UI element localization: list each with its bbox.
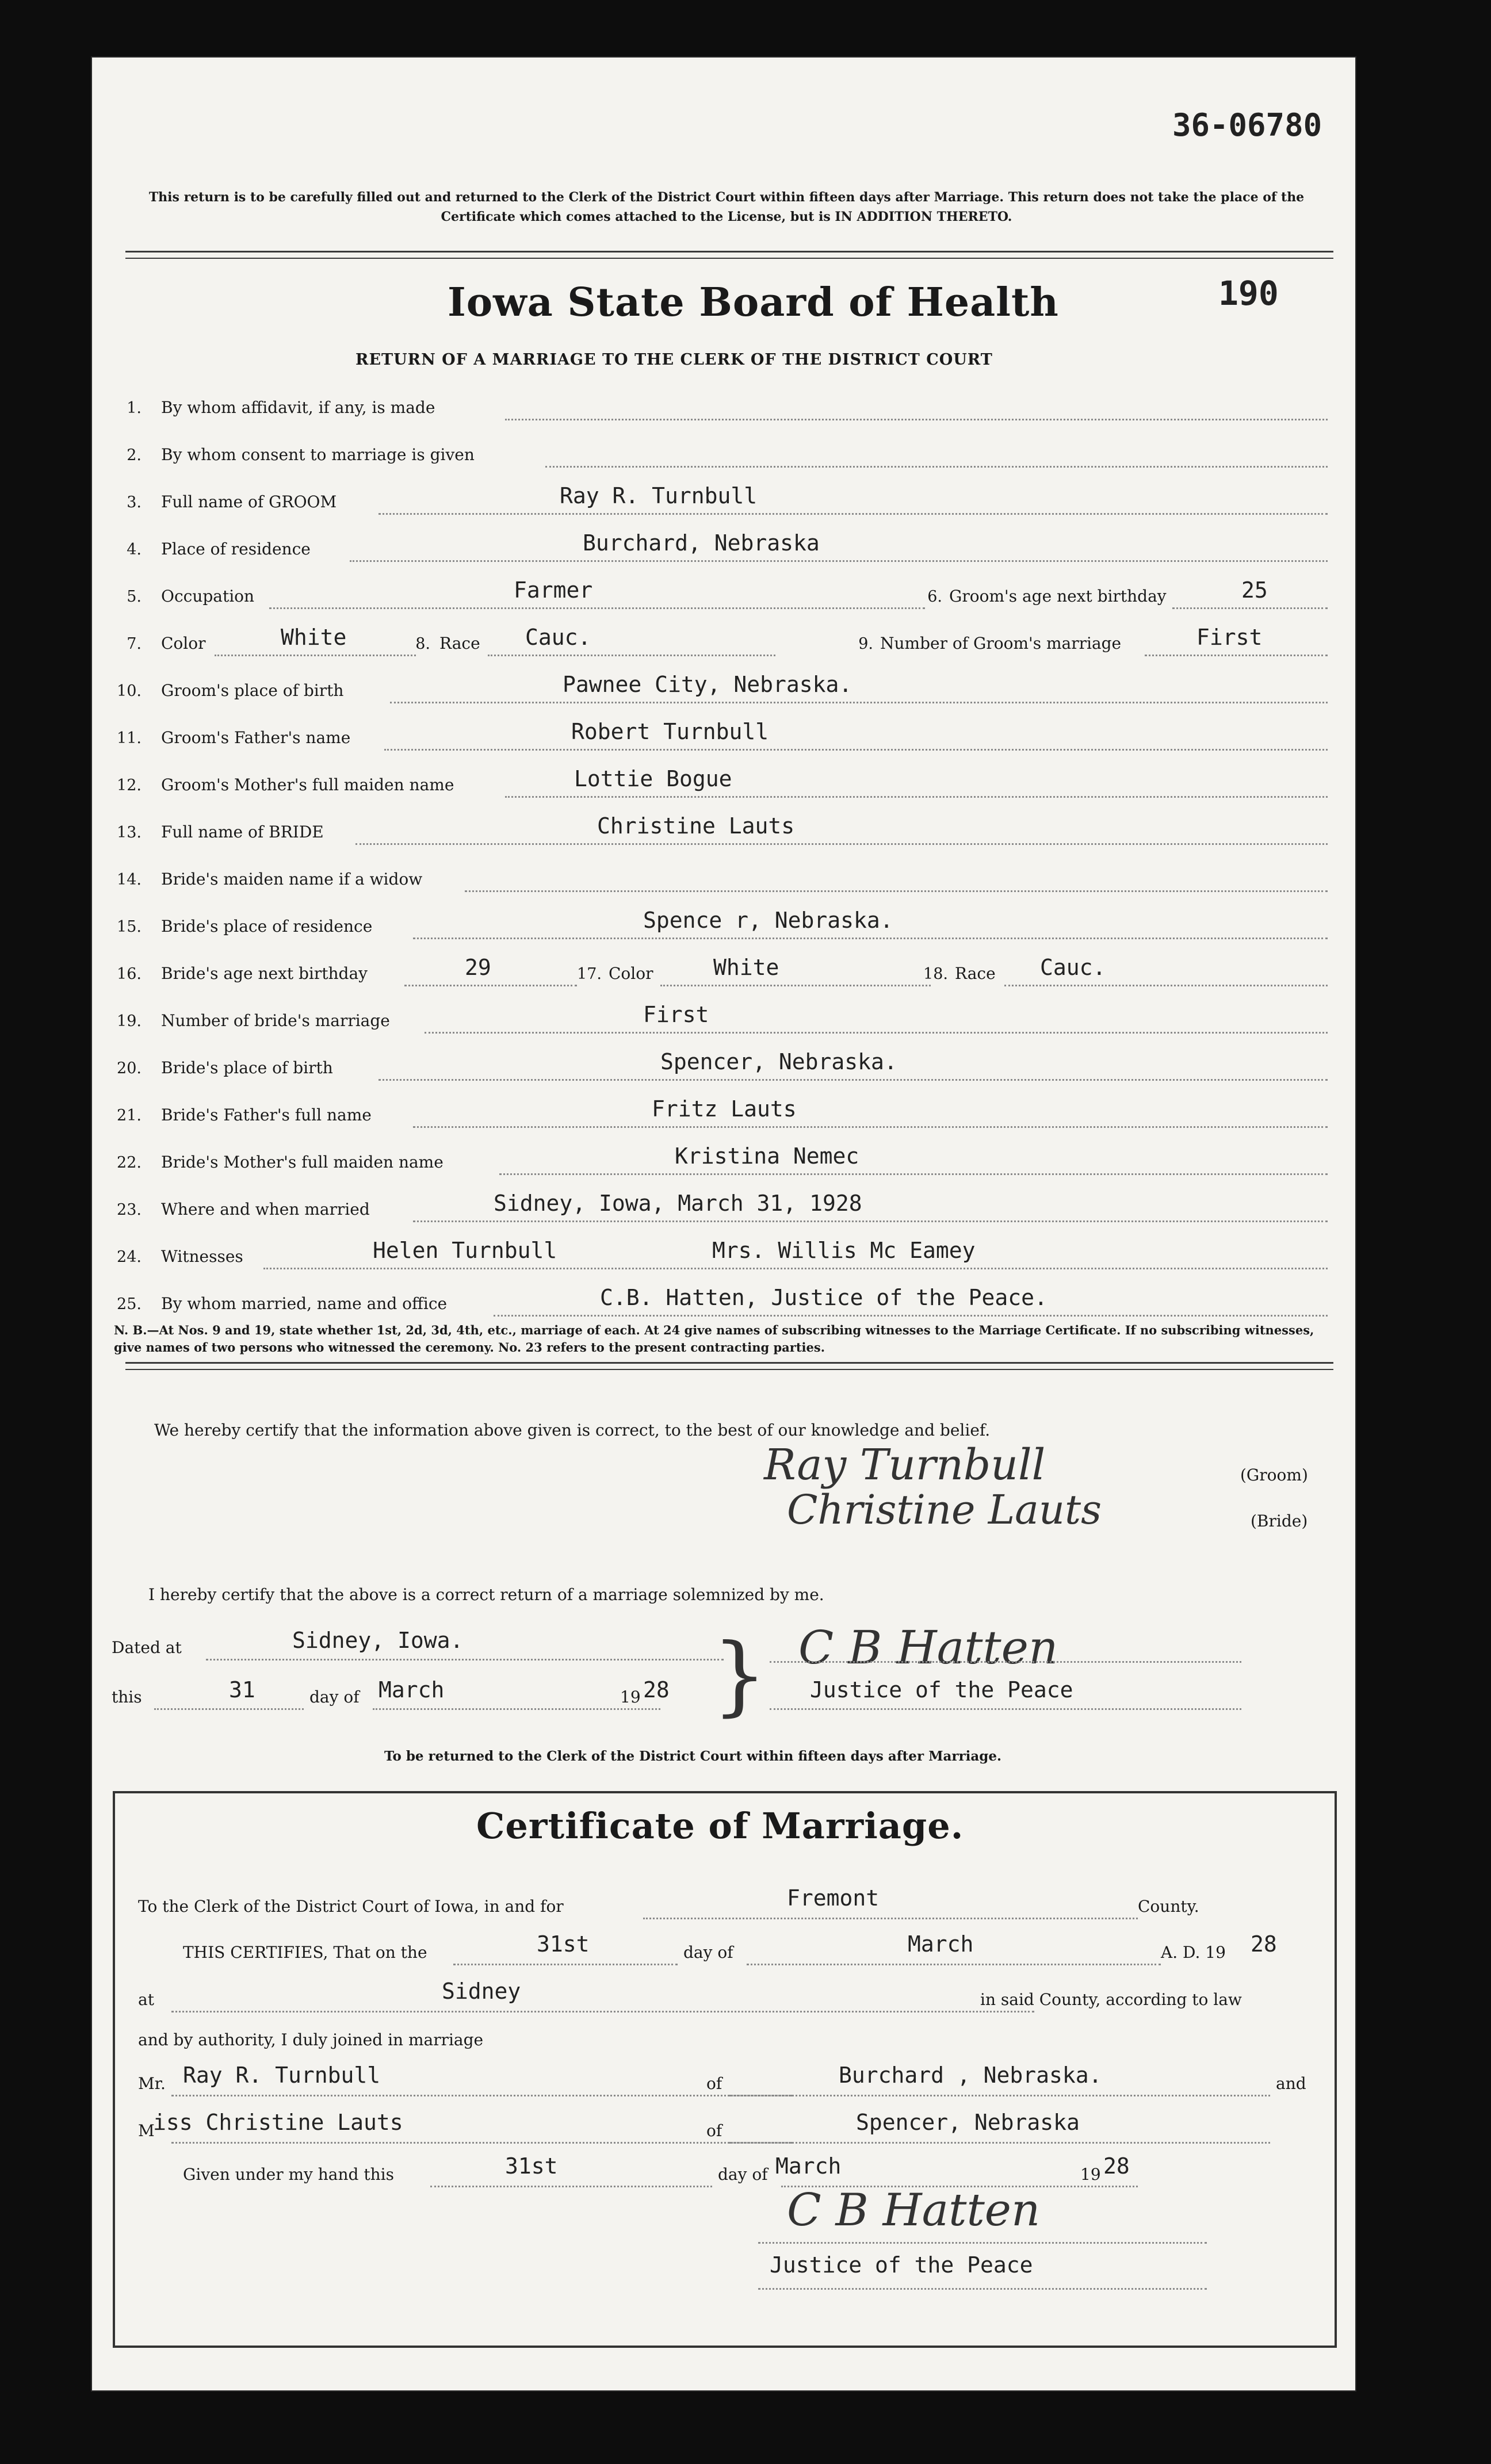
- officiant-label: By whom married, name and office: [161, 1294, 448, 1313]
- officiant-signature-line: [770, 1661, 1241, 1663]
- groom-name-line: [379, 513, 1328, 515]
- groom-birthplace-value: Pawnee City, Nebraska.: [563, 672, 852, 697]
- year-value: 28: [643, 1677, 670, 1702]
- item-number: 12.: [117, 776, 142, 794]
- officiant-signature: C B Hatten: [798, 1621, 1058, 1674]
- item-number: 15.: [117, 918, 142, 936]
- county-value: Fremont: [787, 1885, 880, 1911]
- groom-mother-value: Lottie Bogue: [574, 766, 732, 791]
- item-number: 19.: [117, 1012, 142, 1030]
- item-number: 18.: [923, 965, 948, 983]
- groom-age-line: [1172, 607, 1328, 609]
- cert-year-value: 28: [1251, 1931, 1277, 1957]
- dated-at-line: [206, 1659, 724, 1660]
- cert-place-value: Sidney: [442, 1979, 521, 2004]
- officiant-line: [494, 1315, 1328, 1317]
- bride-mother-label: Bride's Mother's full maiden name: [161, 1153, 444, 1172]
- cert-of-label-1: of: [706, 2074, 722, 2093]
- month-line: [373, 1708, 660, 1710]
- return-note: To be returned to the Clerk of the District Court within fifteen days after Marriage.: [384, 1748, 1002, 1764]
- consent-label: By whom consent to marriage is given: [161, 445, 475, 464]
- groom-mother-label: Groom's Mother's full maiden name: [161, 775, 454, 794]
- bride-birthplace-line: [379, 1079, 1328, 1081]
- cert-miss-line: [171, 2142, 793, 2144]
- certifies-label: THIS CERTIFIES, That on the: [183, 1943, 427, 1962]
- where-when-line: [413, 1220, 1328, 1222]
- brace: }: [712, 1625, 767, 1725]
- header-note: This return is to be carefully filled out and returned to the Clerk of the District Court within fifteen days after Marriage. This return does not take the place of the Certificate which comes attached to the License, but is IN ADDITION THERETO.: [148, 190, 1305, 224]
- cert-given-month: March: [775, 2153, 842, 2179]
- cert-at-label: at: [138, 1990, 154, 2009]
- cert-miss-place: Spencer, Nebraska: [856, 2110, 1080, 2135]
- cert-signature-line: [758, 2242, 1207, 2244]
- witness-1-value: Helen Turnbull: [373, 1238, 557, 1263]
- occupation-line: [269, 607, 925, 609]
- bride-maiden-name-label: Bride's maiden name if a widow: [161, 870, 423, 889]
- groom-residence-label: Place of residence: [161, 540, 311, 558]
- header-rule-2: [125, 258, 1333, 259]
- bride-birthplace-value: Spencer, Nebraska.: [660, 1049, 897, 1074]
- bride-color-label: Color: [609, 964, 653, 983]
- groom-birthplace-label: Groom's place of birth: [161, 681, 344, 700]
- item-number: 11.: [117, 729, 142, 747]
- bride-father-value: Fritz Lauts: [652, 1096, 797, 1122]
- bride-age-line: [404, 985, 577, 986]
- this-label: this: [112, 1688, 142, 1707]
- cert-authority-label: and by authority, I duly joined in marriage: [138, 2030, 484, 2049]
- bride-birthplace-label: Bride's place of birth: [161, 1058, 333, 1077]
- cert-mr-label: Mr.: [138, 2074, 166, 2093]
- groom-color-value: White: [281, 625, 347, 650]
- affidavit-line: [505, 419, 1328, 420]
- item-number: 17.: [577, 965, 602, 983]
- county-line: [643, 1918, 1138, 1919]
- groom-age-value: 25: [1241, 577, 1268, 603]
- solemnized-statement: I hereby certify that the above is a correct return of a marriage solemnized by me.: [148, 1585, 824, 1604]
- cert-title-line: [758, 2288, 1207, 2290]
- document-number: 36-06780: [1172, 107, 1322, 143]
- bride-father-line: [413, 1126, 1328, 1128]
- groom-signature-label: (Groom): [1240, 1466, 1308, 1484]
- cert-given-year: 28: [1103, 2153, 1130, 2179]
- item-number: 5.: [127, 588, 142, 606]
- bride-name-line: [355, 843, 1328, 845]
- cert-given-day-line: [430, 2186, 712, 2187]
- groom-mother-line: [505, 796, 1328, 798]
- item-number: 23.: [117, 1201, 142, 1219]
- bride-mother-line: [499, 1173, 1328, 1175]
- witnesses-label: Witnesses: [161, 1247, 243, 1266]
- cert-given-year-prefix: 19: [1080, 2165, 1101, 2184]
- occupation-value: Farmer: [514, 577, 593, 603]
- groom-name-value: Ray R. Turnbull: [560, 483, 758, 508]
- bride-marriage-number-label: Number of bride's marriage: [161, 1011, 390, 1030]
- witness-2-value: Mrs. Willis Mc Eamey: [712, 1238, 976, 1263]
- item-number: 10.: [117, 682, 142, 700]
- bride-color-value: White: [713, 955, 779, 980]
- form-title: Iowa State Board of Health: [448, 280, 1059, 326]
- county-label: County.: [1138, 1897, 1199, 1916]
- dated-at-value: Sidney, Iowa.: [292, 1628, 464, 1653]
- groom-father-line: [384, 749, 1328, 751]
- cert-mr-name: Ray R. Turnbull: [183, 2063, 381, 2088]
- item-number: 6.: [927, 588, 942, 606]
- item-number: 21.: [117, 1107, 142, 1124]
- certificate-title: Certificate of Marriage.: [476, 1805, 964, 1847]
- item-number: 24.: [117, 1248, 142, 1266]
- cert-and-label: and: [1276, 2074, 1306, 2093]
- cert-day-value: 31st: [537, 1931, 590, 1957]
- cert-miss-label: M: [138, 2121, 155, 2140]
- officiant-title-line: [770, 1708, 1241, 1710]
- cert-day-line: [453, 1964, 678, 1965]
- groom-color-line: [215, 655, 416, 656]
- groom-color-label: Color: [161, 634, 206, 653]
- nb-rule: [125, 1362, 1333, 1364]
- cert-ad-label: A. D. 19: [1161, 1943, 1226, 1962]
- bride-race-value: Cauc.: [1040, 955, 1106, 980]
- groom-race-line: [488, 655, 775, 656]
- item-number: 20.: [117, 1059, 142, 1077]
- bride-signature-label: (Bride): [1251, 1512, 1308, 1531]
- witnesses-line: [263, 1268, 1328, 1269]
- certify-statement: We hereby certify that the information above given is correct, to the best of our knowledge and belief.: [154, 1421, 991, 1440]
- cert-given-day: 31st: [505, 2153, 558, 2179]
- nb-note: N. B.—At Nos. 9 and 19, state whether 1st, 2d, 3d, 4th, etc., marriage of each. At 24 give names of subscribing witnesses to the Marriage Certificate. If no subscribing witnesses, give names of two persons who witnessed the ceremony. No. 23 refers to the present contracting parties.: [114, 1323, 1314, 1355]
- cert-given-day-of-label: day of: [718, 2165, 768, 2184]
- occupation-label: Occupation: [161, 587, 255, 606]
- bride-name-value: Christine Lauts: [597, 813, 795, 839]
- groom-residence-value: Burchard, Nebraska: [583, 530, 820, 556]
- cert-place-line: [171, 2011, 1034, 2012]
- header-rule: [125, 251, 1333, 252]
- page-number: 190: [1218, 274, 1279, 313]
- day-value: 31: [229, 1677, 255, 1702]
- bride-residence-line: [413, 938, 1328, 939]
- item-number: 9.: [858, 635, 873, 653]
- bride-race-line: [1004, 985, 1328, 986]
- officiant-value: C.B. Hatten, Justice of the Peace.: [600, 1285, 1047, 1310]
- groom-father-value: Robert Turnbull: [571, 719, 769, 744]
- groom-marriage-number-value: First: [1196, 625, 1263, 650]
- document-page: [91, 56, 1356, 2392]
- day-line: [154, 1708, 304, 1710]
- groom-marriage-number-label: Number of Groom's marriage: [880, 634, 1122, 653]
- item-number: 3.: [127, 493, 142, 511]
- cert-miss-name: iss Christine Lauts: [153, 2110, 403, 2135]
- item-number: 13.: [117, 824, 142, 841]
- bride-signature: Christine Lauts: [787, 1486, 1102, 1533]
- cert-month-value: March: [908, 1931, 974, 1957]
- cert-month-line: [747, 1964, 1161, 1965]
- cert-given-label: Given under my hand this: [183, 2165, 394, 2184]
- form-subtitle: RETURN OF A MARRIAGE TO THE CLERK OF THE DISTRICT COURT: [355, 351, 993, 369]
- cert-day-of-label: day of: [683, 1943, 733, 1962]
- bride-name-label: Full name of BRIDE: [161, 822, 324, 841]
- bride-age-value: 29: [465, 955, 491, 980]
- groom-residence-line: [350, 560, 1328, 562]
- officiant-title: Justice of the Peace: [810, 1677, 1073, 1702]
- groom-birthplace-line: [390, 702, 1328, 703]
- item-number: 2.: [127, 446, 142, 464]
- bride-race-label: Race: [955, 964, 996, 983]
- cert-in-county-label: in said County, according to law: [980, 1990, 1242, 2009]
- groom-race-label: Race: [439, 634, 480, 653]
- cert-miss-place-line: [729, 2142, 1270, 2144]
- item-number: 1.: [127, 399, 142, 417]
- bride-residence-label: Bride's place of residence: [161, 917, 373, 936]
- bride-color-line: [660, 985, 931, 986]
- groom-signature: Ray Turnbull: [764, 1440, 1046, 1490]
- cert-signature: C B Hatten: [787, 2184, 1041, 2236]
- item-number: 22.: [117, 1154, 142, 1172]
- bride-father-label: Bride's Father's full name: [161, 1105, 372, 1124]
- where-when-label: Where and when married: [161, 1200, 370, 1219]
- cert-title-value: Justice of the Peace: [770, 2252, 1033, 2278]
- month-value: March: [379, 1677, 445, 1702]
- bride-residence-value: Spence r, Nebraska.: [643, 908, 893, 933]
- groom-father-label: Groom's Father's name: [161, 728, 351, 747]
- bride-age-label: Bride's age next birthday: [161, 964, 368, 983]
- to-clerk-label: To the Clerk of the District Court of Iowa, in and for: [138, 1897, 564, 1916]
- bride-marriage-number-value: First: [643, 1002, 709, 1027]
- cert-mr-place-line: [729, 2095, 1270, 2096]
- dated-at-label: Dated at: [112, 1638, 182, 1657]
- groom-race-value: Cauc.: [525, 625, 591, 650]
- item-number: 25.: [117, 1295, 142, 1313]
- day-of-label: day of: [309, 1688, 360, 1707]
- groom-name-label: Full name of GROOM: [161, 492, 337, 511]
- cert-mr-line: [171, 2095, 793, 2096]
- groom-marriage-number-line: [1145, 655, 1328, 656]
- affidavit-label: By whom affidavit, if any, is made: [161, 398, 435, 417]
- where-when-value: Sidney, Iowa, March 31, 1928: [494, 1191, 862, 1216]
- item-number: 14.: [117, 871, 142, 889]
- year-prefix: 19: [620, 1688, 641, 1707]
- nb-rule-2: [125, 1369, 1333, 1370]
- cert-mr-place: Burchard , Nebraska.: [839, 2063, 1102, 2088]
- consent-line: [545, 466, 1328, 468]
- bride-marriage-number-line: [425, 1032, 1328, 1034]
- bride-maiden-name-line: [465, 890, 1328, 892]
- item-number: 7.: [127, 635, 142, 653]
- item-number: 8.: [415, 635, 430, 653]
- cert-of-label-2: of: [706, 2121, 722, 2140]
- item-number: 16.: [117, 965, 142, 983]
- bride-mother-value: Kristina Nemec: [675, 1143, 859, 1169]
- groom-age-label: Groom's age next birthday: [949, 587, 1167, 606]
- item-number: 4.: [127, 541, 142, 558]
